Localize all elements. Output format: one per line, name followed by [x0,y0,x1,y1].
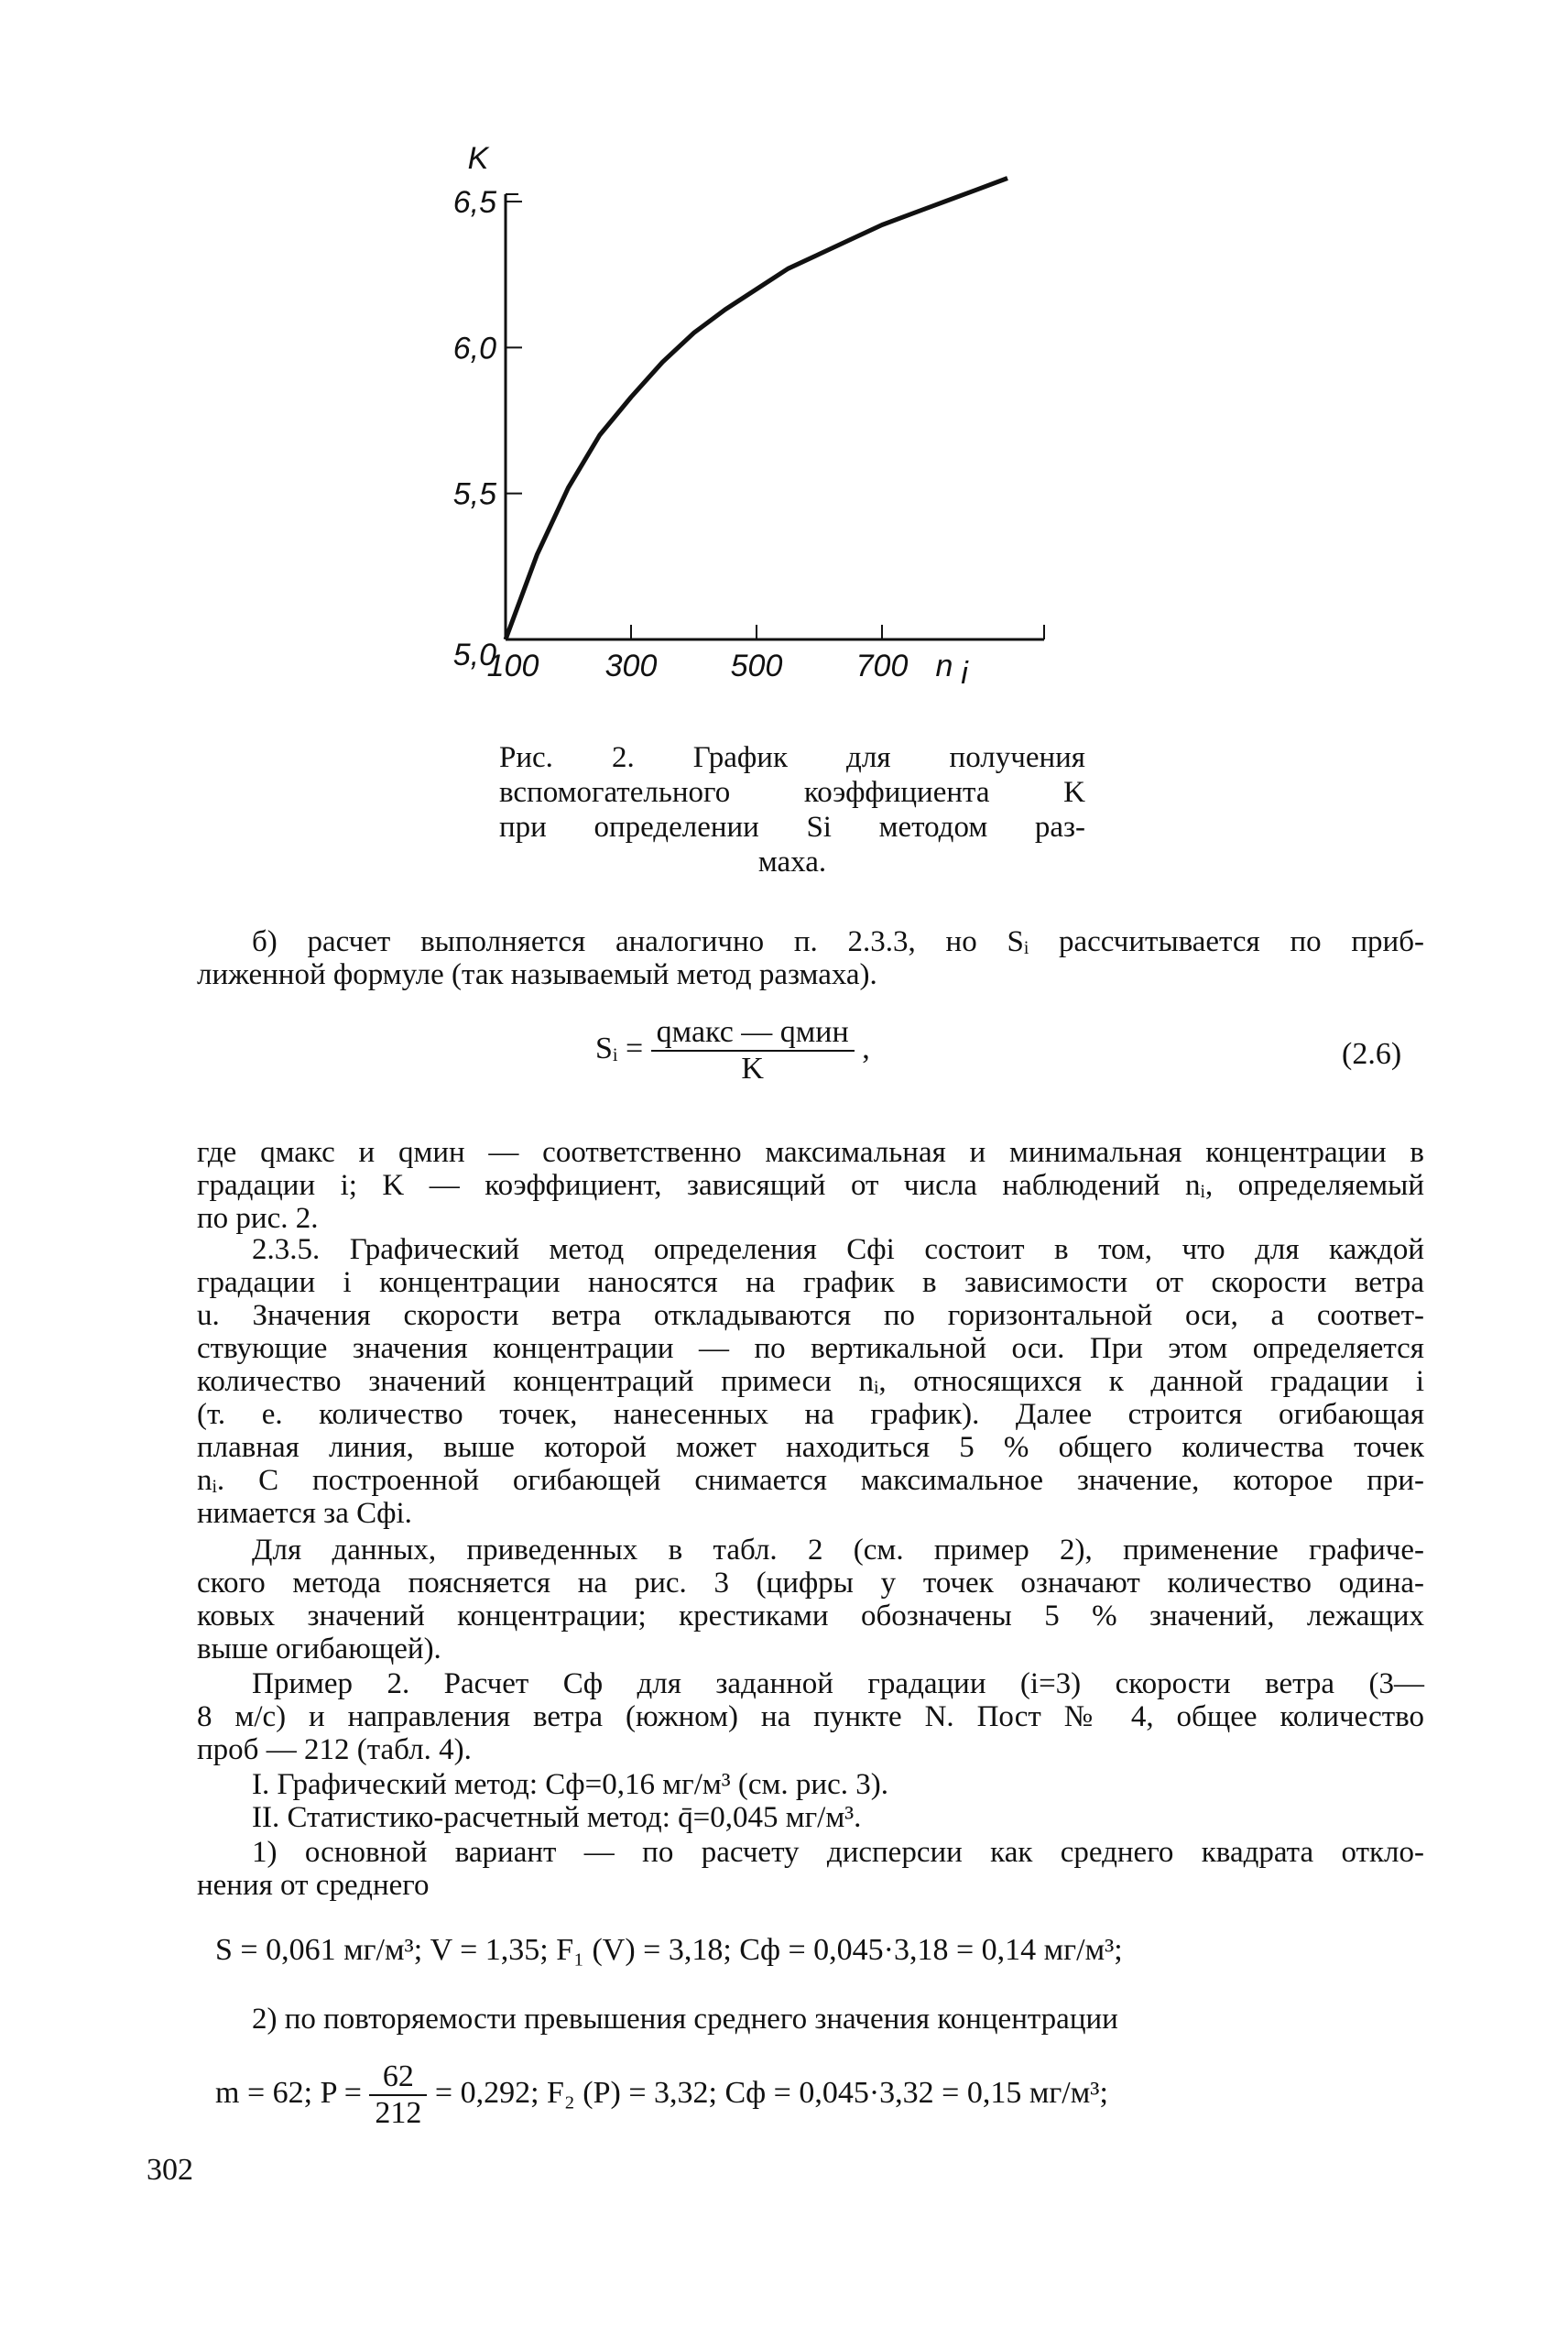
text-line: ского метода поясняется на рис. 3 (цифры у точек означают количество одина- [197,1567,1424,1600]
text-line: ствующие значения концентрации — по вертикальной оси. При этом определяется [197,1332,1424,1365]
text-line: нения от среднего [197,1869,430,1902]
formula-fraction [651,1015,855,1087]
text-line: лиженной формуле (так называемый метод размаха). [197,958,877,991]
text-line: II. Статистико-расчетный метод: q̄=0,045 мг/м³. [252,1801,862,1834]
text-line: б) расчет выполняется аналогично п. 2.3.3, но Sᵢ рассчитывается по приб- [252,925,1424,958]
text-line: 1) основной вариант — по расчету дисперсии как среднего квадрата откло- [252,1836,1424,1869]
paragraph-variant-1 [197,1836,1424,1902]
figure-caption [499,740,1085,879]
formula-numerator: qмакс — qмин [651,1015,855,1052]
y-tick-label: 5,5 [452,476,496,512]
formula-denominator: 212 [375,2096,422,2130]
text-line: где qмакс и qмин — соответственно максимальная и минимальная концентрации в [197,1136,1424,1169]
y-axis-label: K [467,141,489,176]
x-axis-label: n [935,649,953,683]
text-line: ковых значений концентрации; крестиками обозначены 5 % значений, лежащих [197,1600,1424,1633]
caption-line: маха. [757,846,827,879]
text-line: I. Графический метод: Cф=0,16 мг/м³ (см. рис. 3). [252,1768,888,1801]
text-line: выше огибающей). [197,1633,441,1665]
text-line: nᵢ. С построенной огибающей снимается максимальное значение, которое при- [197,1464,1424,1497]
text-line: Пример 2. Расчет Cф для заданной градации (i=3) скорости ветра (3— [252,1667,1424,1700]
formula-variant-1: S = 0,061 мг/м³; V = 1,35; F₁ (V) = 3,18; Cф = 0,045·3,18 = 0,14 мг/м³; [215,1933,1123,1967]
text-line: количество значений концентраций примеси nᵢ, относящихся к данной градации i [197,1365,1424,1398]
caption-line: при определении Si методом раз- [499,811,1085,844]
paragraph-2-3-5 [197,1233,1424,1530]
x-tick-label: 300 [604,649,658,683]
equation-number: (2.6) [1342,1037,1402,1071]
formula-2-6 [595,1015,870,1087]
formula-lhs: Sᵢ = [595,1031,644,1065]
text-line: проб — 212 (табл. 4). [197,1733,472,1766]
text-line: по рис. 2. [197,1202,319,1235]
text-line: 2) по повторяемости превышения среднего значения концентрации [252,2003,1118,2036]
paragraph-where [197,1136,1424,1235]
formula-numerator: 62 [369,2059,427,2096]
paragraph-b [197,925,1424,991]
text-line: Для данных, приведенных в табл. 2 (см. пример 2), применение графиче- [252,1534,1424,1567]
paragraph-example-2 [197,1667,1424,1766]
formula-variant-2 [215,2059,1108,2131]
formula-post: = 0,292; F₂ (P) = 3,32; Cф = 0,045·3,32 = 0,15 мг/м³; [434,2075,1108,2110]
y-tick-label: 5,0 [452,638,496,672]
text-line: 8 м/с) и направления ветра (южном) на пункте N. Пост № 4, общее количество [197,1700,1424,1733]
method-list [197,1768,1424,1834]
caption-line: вспомогательного коэффициента K [499,776,1085,809]
text-line: (т. е. количество точек, нанесенных на график). Далее строится огибающая [197,1398,1424,1431]
y-tick-label: 6,5 [452,185,496,220]
formula-pre: m = 62; P = [215,2075,362,2110]
paragraph-data [197,1534,1424,1665]
x-axis-label-subscript: i [961,656,968,691]
formula-denominator: K [741,1052,764,1086]
text-line: нимается за Cфi. [197,1497,412,1530]
text-line: u. Значения скорости ветра откладываются по горизонтальной оси, а соответ- [197,1299,1424,1332]
paragraph-variant-2 [197,2003,1424,2036]
y-tick-label: 6,0 [452,331,496,366]
x-tick-label: 100 [486,649,539,683]
series-line-K [506,179,1007,640]
page-number: 302 [147,2153,193,2187]
text-line: плавная линия, выше которой может находиться 5 % общего количества точек [197,1431,1424,1464]
formula-tail: , [862,1031,870,1065]
x-tick-label: 700 [855,649,909,683]
chart-svg [430,137,1127,724]
formula-fraction [369,2059,427,2131]
caption-line: Рис. 2. График для получения [499,741,1085,774]
figure-2-chart [430,137,1127,724]
text-line: градации i концентрации наносятся на график в зависимости от скорости ветра [197,1266,1424,1299]
text-line: 2.3.5. Графический метод определения Cфi состоит в том, что для каждой [252,1233,1424,1266]
x-tick-label: 500 [730,649,783,683]
text-line: градации i; K — коэффициент, зависящий от числа наблюдений nᵢ, определяемый [197,1169,1424,1202]
